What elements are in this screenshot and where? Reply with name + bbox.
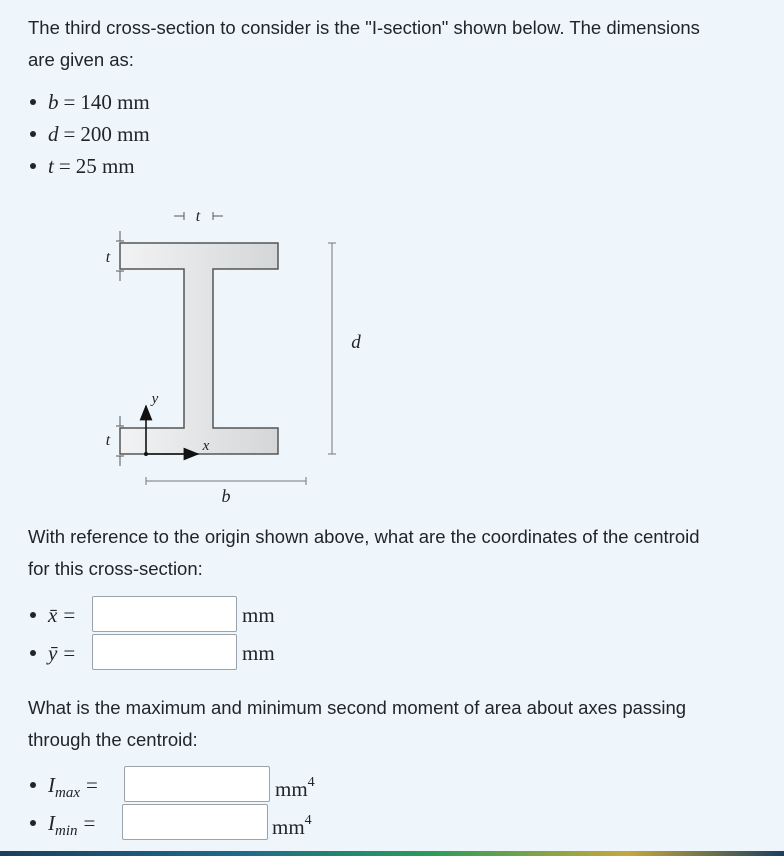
imax-input[interactable] bbox=[124, 766, 270, 802]
xbar-label: x̄ = bbox=[48, 603, 76, 627]
dimension-item-t: t = 25 mm bbox=[28, 150, 150, 182]
xbar-unit: mm bbox=[242, 603, 275, 627]
i-section-figure bbox=[88, 200, 388, 515]
label-b: b bbox=[221, 486, 231, 506]
bullet-icon bbox=[30, 99, 36, 105]
label-y: y bbox=[151, 391, 159, 407]
imin-input[interactable] bbox=[122, 804, 268, 840]
bullet-icon bbox=[30, 131, 36, 137]
dimension-list bbox=[28, 86, 150, 182]
question-1-line-1: With reference to the origin shown above, what are the coordinates of the centroid bbox=[28, 526, 700, 547]
bullet-icon bbox=[30, 163, 36, 169]
dim-value-t: 25 mm bbox=[75, 154, 135, 178]
dim-symbol-b: b bbox=[48, 90, 59, 114]
intro-text bbox=[28, 12, 768, 76]
label-d: d bbox=[351, 332, 361, 353]
label-x: x bbox=[202, 438, 210, 454]
question-2-text bbox=[28, 692, 768, 756]
dim-symbol-d: d bbox=[48, 122, 59, 146]
label-t-top: t bbox=[195, 208, 201, 225]
question-2-line-2: through the centroid: bbox=[28, 729, 198, 750]
imax-label: $I_{max}$ = bbox=[48, 773, 98, 801]
imin-unit: $mm^4$ bbox=[272, 813, 312, 839]
origin-point bbox=[144, 452, 148, 456]
label-t-left-bottom: t bbox=[105, 432, 111, 449]
question-1-line-2: for this cross-section: bbox=[28, 558, 203, 579]
dim-value-d: 200 mm bbox=[80, 122, 150, 146]
i-section-diagram bbox=[88, 200, 388, 510]
bullet-icon bbox=[30, 820, 36, 826]
dimension-item-b: b = 140 mm bbox=[28, 86, 150, 118]
ybar-unit: mm bbox=[242, 641, 275, 665]
question-2-line-1: What is the maximum and minimum second moment of area about axes passing bbox=[28, 697, 687, 718]
bottom-accent-bar bbox=[0, 851, 784, 856]
imin-label: $I_{min}$ = bbox=[48, 811, 96, 839]
dimension-item-d: d = 200 mm bbox=[28, 118, 150, 150]
imax-unit: $mm^4$ bbox=[275, 775, 315, 801]
intro-line-1: The third cross-section to consider is the "I-section" shown below. The dimensions bbox=[28, 17, 700, 38]
xbar-input[interactable] bbox=[92, 596, 237, 632]
dim-symbol-t: t bbox=[48, 154, 54, 178]
i-beam-shape bbox=[120, 243, 278, 454]
label-t-left-top: t bbox=[105, 249, 111, 266]
dim-value-b: 140 mm bbox=[80, 90, 150, 114]
intro-line-2: are given as: bbox=[28, 49, 134, 70]
bullet-icon bbox=[30, 650, 36, 656]
ybar-label: ȳ = bbox=[48, 641, 76, 665]
bullet-icon bbox=[30, 782, 36, 788]
bullet-icon bbox=[30, 612, 36, 618]
question-1-text bbox=[28, 521, 768, 585]
ybar-input[interactable] bbox=[92, 634, 237, 670]
